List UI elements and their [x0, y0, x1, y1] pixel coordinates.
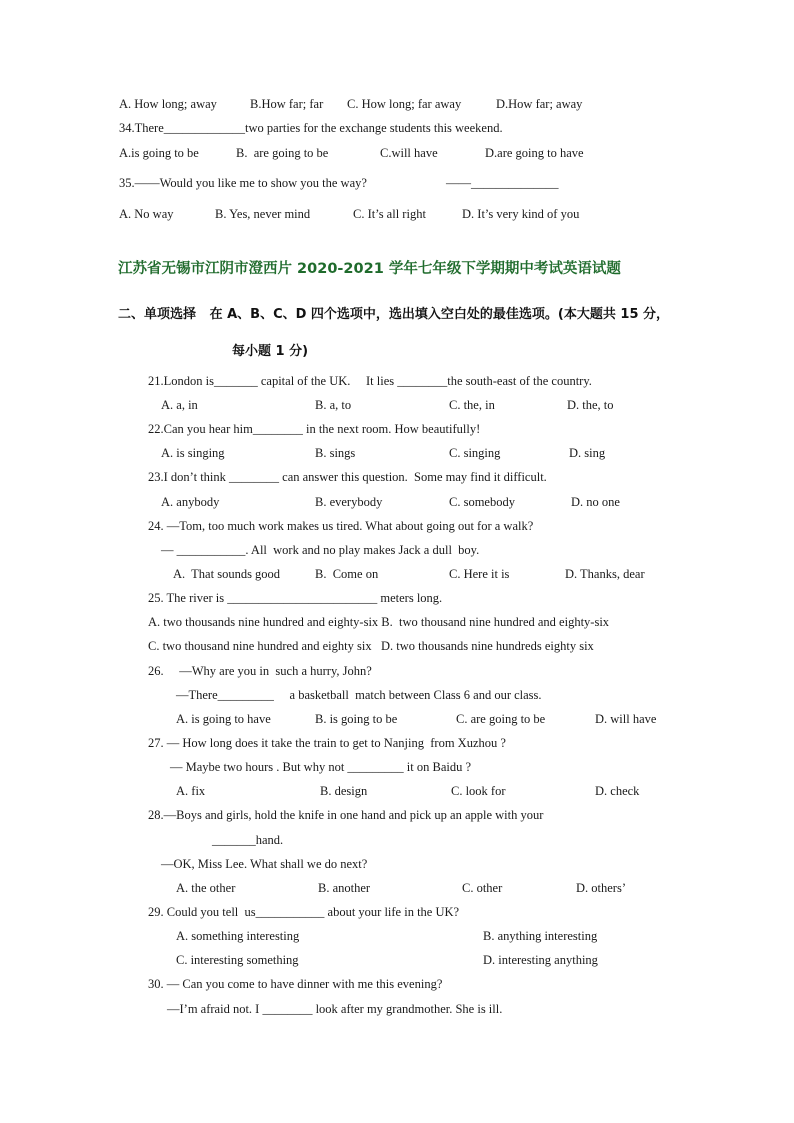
q27-reply: — Maybe two hours . But why not _________ it on Baidu ? [170, 760, 472, 774]
q35-reply: ——______________ [446, 176, 559, 190]
q24-option-b: B. Come on [315, 567, 379, 581]
q28-reply: —OK, Miss Lee. What shall we do next? [161, 857, 368, 871]
q35-option-c: C. It’s all right [353, 207, 426, 221]
q27-option-b: B. design [320, 784, 368, 798]
q34-stem: 34.There_____________two parties for the exchange students this weekend. [119, 121, 503, 135]
q26-option-a: A. is going to have [176, 712, 271, 726]
q29-stem: 29. Could you tell us___________ about your life in the UK? [148, 905, 460, 919]
section-instruction-cont: 每小题 1 分) [232, 344, 309, 359]
section-instruction: 二、单项选择 在 A、B、C、D 四个选项中，选出填入空白处的最佳选项。(本大题共 15 分， [118, 307, 670, 322]
q27-option-c: C. look for [451, 784, 506, 798]
q23-option-a: A. anybody [161, 495, 220, 509]
q30-stem: 30. — Can you come to have dinner with me this evening? [148, 977, 443, 991]
q26-option-c: C. are going to be [456, 712, 546, 726]
q34-option-c: C.will have [380, 146, 438, 160]
q22-option-d: D. sing [569, 446, 606, 460]
q28-stem: 28.—Boys and girls, hold the knife in one hand and pick up an apple with your [148, 808, 544, 822]
q22-option-b: B. sings [315, 446, 356, 460]
q24-reply: — ___________. All work and no play makes Jack a dull boy. [161, 543, 480, 557]
q21-option-a: A. a, in [161, 398, 198, 412]
q29-option-d: D. interesting anything [483, 953, 598, 967]
q23-option-b: B. everybody [315, 495, 383, 509]
q33-option-c: C. How long; far away [347, 97, 462, 111]
q34-option-d: D.are going to have [485, 146, 584, 160]
q27-option-a: A. fix [176, 784, 206, 798]
q24-option-a: A. That sounds good [173, 567, 281, 581]
q21-option-d: D. the, to [567, 398, 614, 412]
q24-option-d: D. Thanks, dear [565, 567, 645, 581]
q28-option-a: A. the other [176, 881, 236, 895]
q29-option-a: A. something interesting [176, 929, 300, 943]
q27-option-d: D. check [595, 784, 640, 798]
q29-option-c: C. interesting something [176, 953, 299, 967]
q26-reply: —There_________ a basketball match between Class 6 and our class. [176, 688, 542, 702]
q22-option-a: A. is singing [161, 446, 225, 460]
q25-options-ab: A. two thousands nine hundred and eighty-six B. two thousand nine hundred and eighty-six [148, 615, 610, 629]
q35-stem: 35.——Would you like me to show you the way? [119, 176, 367, 190]
q34-option-b: B. are going to be [236, 146, 329, 160]
q21-option-c: C. the, in [449, 398, 495, 412]
q25-stem: 25. The river is ________________________ meters long. [148, 591, 443, 605]
q24-stem: 24. —Tom, too much work makes us tired. What about going out for a walk? [148, 519, 534, 533]
q22-stem: 22.Can you hear him________ in the next room. How beautifully! [148, 422, 481, 436]
q26-option-d: D. will have [595, 712, 657, 726]
section-title: 江苏省无锡市江阴市澄西片 2020-2021 学年七年级下学期期中考试英语试题 [118, 261, 621, 277]
q33-option-a: A. How long; away [119, 97, 217, 111]
q28-option-d: D. others’ [576, 881, 626, 895]
q34-option-a: A.is going to be [119, 146, 199, 160]
q28-stem-cont: _______hand. [212, 833, 284, 847]
q21-stem: 21.London is_______ capital of the UK. It lies ________the south-east of the country. [148, 374, 592, 388]
q33-option-b: B.How far; far [250, 97, 324, 111]
q22-option-c: C. singing [449, 446, 501, 460]
q30-reply: —I’m afraid not. I ________ look after my grandmother. She is ill. [167, 1002, 503, 1016]
q26-stem: 26. —Why are you in such a hurry, John? [148, 664, 372, 678]
q27-stem: 27. — How long does it take the train to get to Nanjing from Xuzhou ? [148, 736, 506, 750]
q28-option-c: C. other [462, 881, 503, 895]
q23-stem: 23.I don’t think ________ can answer this question. Some may find it difficult. [148, 470, 547, 484]
q26-option-b: B. is going to be [315, 712, 398, 726]
q23-option-c: C. somebody [449, 495, 515, 509]
q21-option-b: B. a, to [315, 398, 352, 412]
q35-option-d: D. It’s very kind of you [462, 207, 580, 221]
q35-option-a: A. No way [119, 207, 174, 221]
q23-option-d: D. no one [571, 495, 620, 509]
q25-options-cd: C. two thousand nine hundred and eighty six D. two thousands nine hundreds eighty six [148, 639, 594, 653]
q24-option-c: C. Here it is [449, 567, 510, 581]
q33-option-d: D.How far; away [496, 97, 583, 111]
q35-option-b: B. Yes, never mind [215, 207, 311, 221]
q28-option-b: B. another [318, 881, 371, 895]
q29-option-b: B. anything interesting [483, 929, 598, 943]
